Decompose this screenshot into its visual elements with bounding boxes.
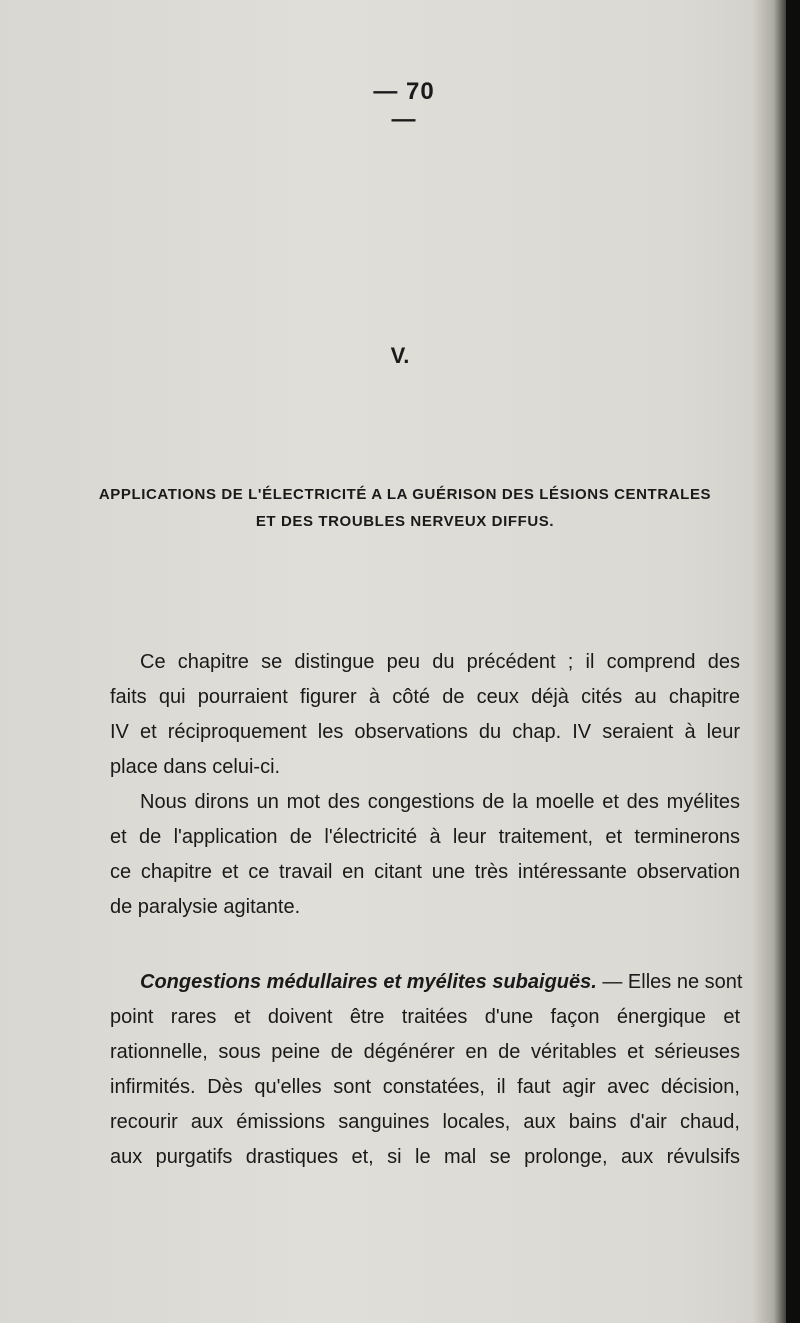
text-line: de paralysie agitante. bbox=[110, 896, 301, 918]
text-line: Ce chapitre se distingue peu du précédent ; il comprend des bbox=[140, 651, 740, 673]
text-line: ce chapitre et ce travail en citant une très intéressante observation bbox=[110, 861, 740, 883]
binding-edge bbox=[786, 0, 800, 1323]
text-line: recourir aux émissions sanguines locales, aux bains d'air chaud, bbox=[110, 1111, 740, 1133]
text-line bbox=[110, 965, 743, 1000]
chapter-heading-line-2: ET DES TROUBLES NERVEUX DIFFUS. bbox=[255, 513, 555, 530]
subsection-title: Congestions médullaires et myélites subaiguës. bbox=[140, 971, 597, 993]
text-line: infirmités. Dès qu'elles sont constatées, il faut agir avec décision, bbox=[110, 1076, 740, 1098]
chapter-heading-line-1: APPLICATIONS DE L'ÉLECTRICITÉ A LA GUÉRISON DES LÉSIONS CENTRALES bbox=[98, 486, 712, 503]
paragraph-3 bbox=[110, 965, 743, 1175]
text-line: place dans celui-ci. bbox=[110, 756, 281, 778]
text-line: Nous dirons un mot des congestions de la moelle et des myélites bbox=[140, 791, 740, 813]
text-line: aux purgatifs drastiques et, si le mal se prolonge, aux révulsifs bbox=[110, 1146, 740, 1168]
paragraph-1 bbox=[110, 645, 740, 785]
text-line: rationnelle, sous peine de dégénérer en de véritables et sérieuses bbox=[110, 1041, 740, 1063]
page-number: — 70 — bbox=[373, 78, 435, 133]
section-number: V. bbox=[390, 343, 410, 368]
text-line: et de l'application de l'électricité à leur traitement, et terminerons bbox=[110, 826, 740, 848]
paragraph-2 bbox=[110, 785, 740, 925]
text-line: faits qui pourraient figurer à côté de ceux déjà cités au chapitre bbox=[110, 686, 740, 708]
text-line: IV et réciproquement les observations du chap. IV seraient à leur bbox=[110, 721, 740, 743]
text-segment: — Elles ne sont bbox=[596, 971, 743, 993]
text-line: point rares et doivent être traitées d'une façon énergique et bbox=[110, 1006, 740, 1028]
